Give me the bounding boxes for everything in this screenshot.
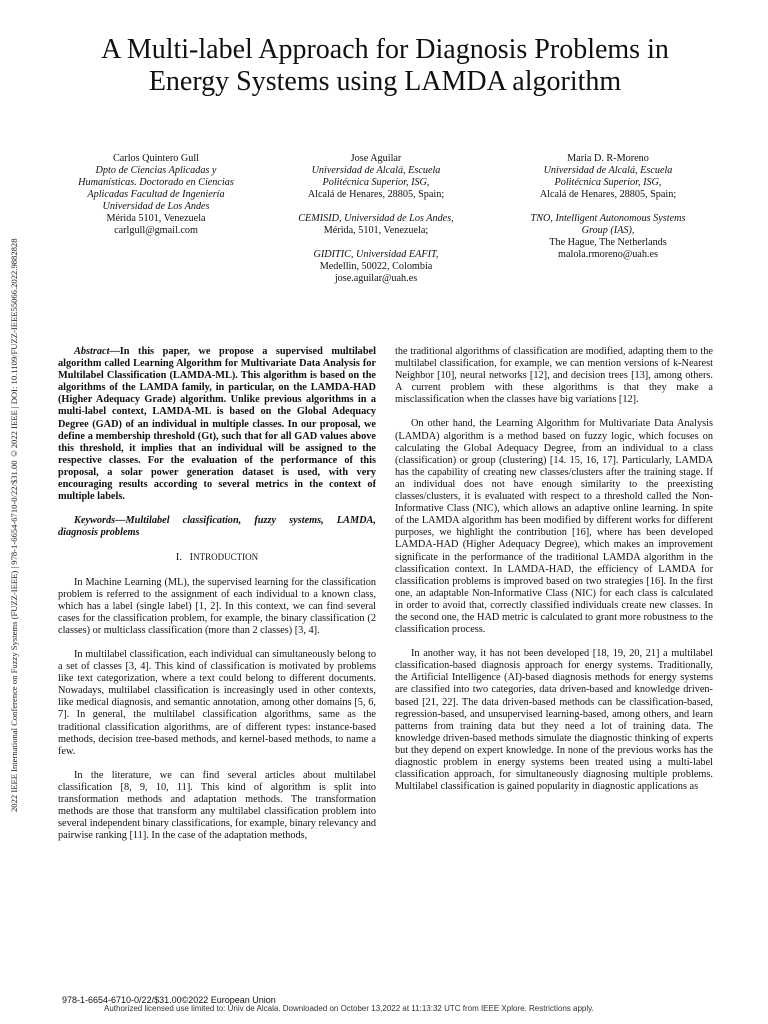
author-affiliation: Universidad de Alcalá, Escuela	[311, 165, 441, 176]
intro-paragraph-1: In Machine Learning (ML), the supervised learning for the classification problem is referred to the assignment of each individual to a known class, which has a label (single label) [1, 2]. In this context, we can find several cases for the classification problem, for example, the binary classification (2 classes) or multiclass classification (more than 2 classes) [3, 4].	[58, 576, 376, 636]
keywords-text: —Multilabel classification, fuzzy systems, LAMDA, diagnosis problems	[58, 515, 376, 539]
publication-side-note: 2022 IEEE International Conference on Fuzzy Systems (FUZZ-IEEE) | 978-1-6654-6710-0/22/$31.00 ©2022 IEEE | DOI: 10.1109/FUZZ-IEEE55066.2022.9882828	[9, 238, 19, 812]
author-affiliation: TNO, Intelligent Autonomous Systems	[530, 213, 686, 224]
title-line-2: Energy Systems using LAMDA algorithm	[148, 66, 622, 97]
author-affiliation: Politécnica Superior, ISG,	[322, 177, 430, 188]
author-affiliation: Politécnica Superior, ISG,	[554, 177, 662, 188]
author-address: Alcalá de Henares, 28805, Spain;	[307, 189, 445, 200]
intro-paragraph-2: In multilabel classification, each individual can simultaneously belong to a set of classes [3, 4]. This kind of classification is motivated by problems like text categorization, where a text could belong to different documents. Nowadays, multilabel classification is increasingly used in other contexts, like medical diagnosis, and semantic annotation, among other domains [5, 6, 7]. In general, the multilabel classification algorithms, same as the traditional classification algorithms, are of different types: instance-based methods, decision tree-based methods, and kernel-based methods, to name a few.	[58, 648, 376, 757]
author-address: The Hague, The Netherlands	[549, 237, 667, 248]
license-notice: Authorized licensed use limited to: Univ de Alcala. Downloaded on October 13,2022 at 11:13:32 UTC from IEEE Xplore. Restrictions apply.	[104, 1004, 594, 1013]
author-1	[56, 153, 256, 237]
author-affiliation: Dpto de Ciencias Aplicadas y	[95, 165, 217, 176]
author-email: malola.rmoreno@uah.es	[558, 249, 658, 260]
author-affiliation: Humanísticas. Doctorado en Ciencias	[78, 177, 234, 188]
author-name: Carlos Quintero Gull	[112, 153, 200, 164]
keywords-label: Keywords	[74, 515, 116, 527]
author-affiliation: Universidad de Alcalá, Escuela	[543, 165, 673, 176]
author-block	[56, 153, 716, 308]
author-address: Mérida 5101, Venezuela	[106, 213, 206, 224]
abstract-label: Abstract	[74, 346, 110, 357]
author-2	[276, 153, 476, 285]
section-heading-introduction: I. INTRODUCTION	[175, 552, 259, 564]
left-column	[58, 346, 376, 946]
body-paragraph-2: On other hand, the Learning Algorithm for Multivariate Data Analysis (LAMDA) algorithm is a method based on fuzzy logic, which focuses on calculating the Global Adequacy Degree, from an individual to a class (classification) or group (clustering) [14. 15, 16, 17]. Particularly, LAMDA has the capability of creating new classes/clusters after the training stage. If an individual does not have enough similarity to the preexisting classes/clusters, it is evaluated with respect to a threshold called the Non-Informative Class (NIC), which allows an adaptive online learning. In spite of the LAMDA algorithm has been modified by different works for different purposes, we highlight the contribution [16], where has been developed LAMDA-HAD (Higher Adequacy Degree), which makes an improvement significate in the performance of the traditional LAMDA algorithm in the classification context. In LAMDA-HAD, the efficiency of LAMDA for classification problems is improved based on two strategies [16]. In the first one, an adaptable Non-Informative Class (NIC) for each class is calculated in order to avoid that, correctly classified individuals create new classes. In the second one, the HAD metric is calculated to grant more robustness to the classification process.	[395, 418, 713, 636]
author-name: Jose Aguilar	[350, 153, 402, 164]
title-line-1: A Multi-label Approach for Diagnosis Problems in	[101, 34, 669, 65]
author-affiliation: CEMISID, Universidad de Los Andes,	[298, 213, 454, 224]
body-paragraph-3: In another way, it has not been developed [18, 19, 20, 21] a multilabel classification-based diagnosis approach for energy systems. Traditionally, the Artificial Intelligence (AI)-based diagnosis methods for energy systems are classified into two categories, data driven-based and knowledge driven-based [21, 22]. The data driven-based methods can be classification-based, regression-based, and unsupervised learning-based, among others, and learn patterns from training data but they need a lot of training data. The knowledge driven-based methods simulate the diagnostic thinking of experts but they depend on expert knowledge. In none of the previous works has the diagnostic problem in energy systems been treated using a multi-label classification approach, for simultaneously diagnosing multiple problems. Multilabel classification is gained popularity in diagnostic applications as	[395, 648, 713, 793]
author-affiliation: Aplicadas Facultad de Ingeniería	[87, 189, 225, 200]
author-affiliation: GIDITIC, Universidad EAFIT,	[313, 249, 439, 260]
author-address: Mérida, 5101, Venezuela;	[323, 225, 429, 236]
keywords	[58, 515, 376, 539]
intro-paragraph-3: In the literature, we can find several articles about multilabel classification [8, 9, 10, 11]. This kind of algorithm is split into transformation methods and adaptation methods. The transformation methods are those that transform any multilabel classification problem into several independent binary classifications, for example, binary relevancy and pairwise ranking [11]. In the case of the adaptation methods,	[58, 769, 376, 842]
author-email: jose.aguilar@uah.es	[334, 273, 418, 284]
author-affiliation: Universidad de Los Andes	[102, 201, 210, 212]
copyright-line: 978-1-6654-6710-0/22/$31.00©2022 European Union	[62, 995, 276, 1005]
abstract-text: —In this paper, we propose a supervised multilabel algorithm called Learning Algorithm for Multivariate Data Analysis for Multilabel Classification (LAMDA-ML). This algorithm is based on the algorithms of the LAMDA family, in particular, on the LAMDA-HAD (Higher Adequacy Grade) algorithm. Unlike previous algorithms in a multi-label context, LAMDA-ML is based on the Global Adequacy Degree (GAD) of an individual in multiple classes. In our proposal, we define a membership threshold (Gt), such that for all GAD values above this threshold, it implies that an individual will be assigned to the respective classes. For the evaluation of the performance of this proposal, a solar power generation dataset is used, with very encouraging results according to several metrics in the context of multiple labels.	[58, 346, 376, 503]
author-affiliation: Group (IAS),	[581, 225, 635, 236]
author-address: Alcalá de Henares, 28805, Spain;	[539, 189, 677, 200]
paper-title	[40, 34, 730, 98]
author-name: Maria D. R-Moreno	[567, 153, 649, 164]
abstract	[58, 346, 376, 503]
author-address: Medellin, 50022, Colombia	[319, 261, 433, 272]
right-column	[395, 346, 713, 946]
author-email: carlgull@gmail.com	[114, 225, 198, 236]
author-3	[508, 153, 708, 261]
body-paragraph-1: the traditional algorithms of classification are modified, adapting them to the multilabel classification, for example, we can mention versions of k-Nearest Neighbor [10], neural networks [12], and decision trees [13], among others. A current problem with these algorithms is that they make a misclassification when the classes have big variations [12].	[395, 346, 713, 406]
